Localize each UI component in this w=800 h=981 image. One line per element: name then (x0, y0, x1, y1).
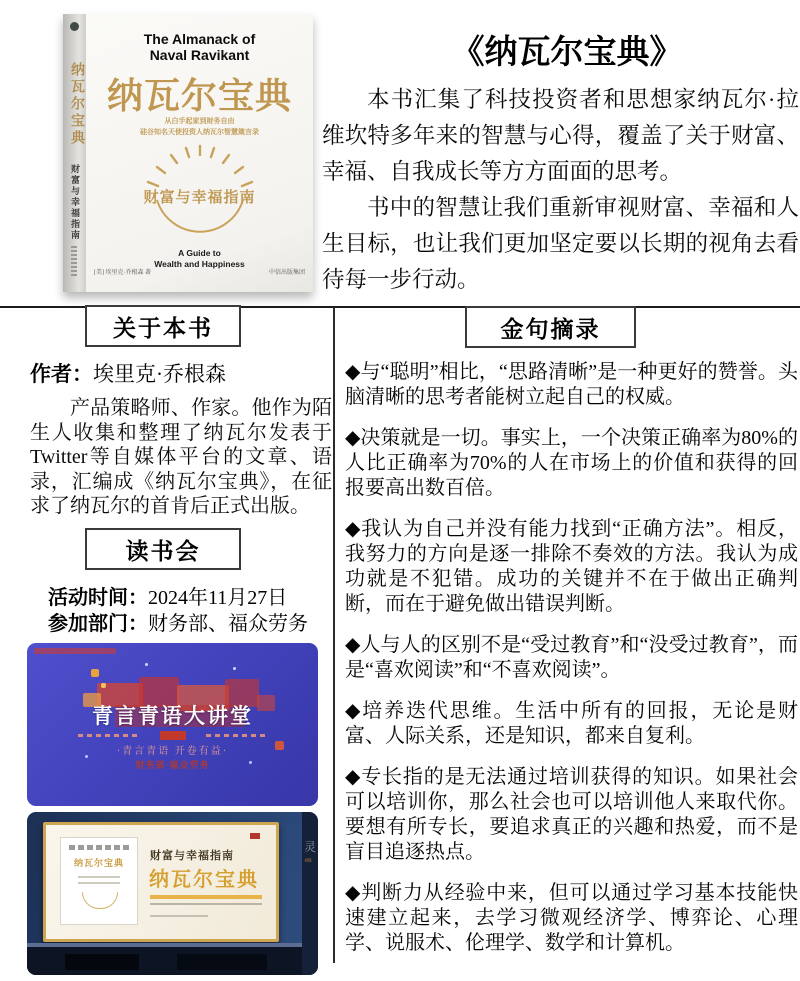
event-time-line (48, 581, 287, 610)
cover-publisher: 中信出版集团 (268, 270, 305, 276)
section-header-club (85, 528, 241, 570)
section-header-about (85, 305, 241, 347)
square-decoration (91, 669, 99, 677)
episode-chip (160, 731, 186, 740)
event-time-value: 2024年11月27日 (148, 587, 288, 609)
screen-divider-bar (150, 895, 262, 899)
quote-item: ◆人与人的区别不是“受过教育”和“没受过教育”，而是“喜欢阅读”和“不喜欢阅读”。 (345, 634, 798, 681)
cover-english-title (86, 32, 313, 63)
sun-rays-icon (130, 142, 270, 242)
dot-decoration (145, 663, 148, 666)
slide-dash-decoration (78, 731, 268, 740)
vertical-divider (333, 307, 335, 963)
author-line (30, 358, 226, 388)
spine-credit-text (71, 246, 77, 276)
cover-subtitle (86, 116, 313, 137)
author-label: 作者： (30, 362, 93, 386)
slide-credit: 财务部·福众劳务 (135, 760, 210, 770)
section-header-club-label: 读书会 (125, 538, 201, 564)
section-header-quotes-label: 金句摘录 (500, 316, 601, 342)
quote-item: ◆判断力从经验中来，但可以通过学习基本技能快速建立起来，去学习微观经济学、博弈论、心理学、说服术、伦理学、数学和计算机。 (345, 882, 798, 954)
cover-english-title-line1: The Almanack of (143, 31, 256, 47)
slide-book-thumbnail (60, 837, 138, 925)
event-photo-projection-screen (27, 812, 318, 975)
screen-slide-tagline: 财富与幸福指南 (150, 850, 234, 862)
intro-paragraphs (322, 82, 799, 298)
cover-subtitle-line1: 从白手起家到财务自由 (164, 117, 235, 125)
table-front (27, 947, 318, 975)
screen-credit-text (150, 915, 208, 917)
screen-slide-title: 纳瓦尔宝典 (149, 869, 259, 891)
event-dept-value: 财务部、福众劳务 (148, 613, 308, 635)
table-panel (177, 954, 267, 970)
quote-item: ◆决策就是一切。事实上，一个决策正确率为80%的人比正确率为70%的人在市场上的价值和获得的回报要高出数百倍。 (345, 427, 798, 499)
quote-item: ◆我认为自己并没有能力找到“正确方法”。相反，我努力的方向是逐一排除不奏效的方法。我认为成功就是不犯错。成功的关键并不在于做出正确判断，而在于避免做出错误判断。 (345, 518, 798, 615)
event-dept-label: 参加部门： (48, 613, 148, 635)
author-bio: 产品策略师、作家。他作为陌生人收集和整理了纳瓦尔发表于Twitter等自媒体平台的文章、语录，汇编成《纳瓦尔宝典》，在征求了纳瓦尔的首肯后正式出版。 (30, 397, 332, 517)
cover-author-credit: [美] 埃里克·乔根森 著 (94, 270, 151, 276)
quote-item: ◆培养迭代思维。生活中所有的回报，无论是财富、人际关系，还是知识，都来自复利。 (345, 700, 798, 747)
cover-english-title-line2: Naval Ravikant (149, 46, 250, 63)
thumbnail-english-text (69, 845, 130, 850)
intro-paragraph-2: 书中的智慧让我们重新审视财富、幸福和人生目标，也让我们更加坚定要以长期的视角去看待每一步行动。 (322, 195, 799, 292)
section-header-about-label: 关于本书 (113, 315, 213, 341)
section-header-quotes (465, 306, 636, 348)
author-value: 埃里克·乔根森 (93, 362, 226, 386)
book-spine (63, 14, 86, 292)
projection-screen (43, 822, 279, 942)
page-title: 《纳瓦尔宝典》 (451, 35, 683, 71)
cover-subtitle-line2: 硅谷知名天使投资人纳瓦尔智慧箴言录 (140, 127, 259, 136)
event-photo-lecture-slide (27, 643, 318, 806)
screen-logo-mark (250, 833, 260, 839)
wall-sign-cn: 灵 (304, 840, 317, 854)
thumbnail-title: 纳瓦尔宝典 (73, 858, 124, 868)
quotes-list (345, 360, 798, 972)
quote-item: ◆专长指的是无法通过培训获得的知识。如果社会可以培训你，那么社会也可以培训他人来取代你。要想有所专长，要追求真正的兴趣和热爱，而不是盲目追逐热点。 (345, 766, 798, 863)
dot-decoration (233, 667, 236, 670)
book-front-cover (86, 14, 313, 292)
event-dept-line (48, 607, 308, 636)
thumbnail-arc-decoration (82, 892, 117, 909)
wall-sign (302, 812, 318, 975)
cover-tagline: 财富与幸福指南 (143, 190, 256, 206)
slide-subtitle: ·青言青语 开卷有益· (116, 746, 229, 757)
slide-title: 青言青语大讲堂 (92, 704, 253, 728)
quote-item: ◆与“聪明”相比，“思路清晰”是一种更好的赞誉。头脑清晰的思考者能树立起自己的权威。 (345, 361, 798, 408)
spine-title: 纳瓦尔宝典 (69, 62, 84, 147)
event-time-label: 活动时间： (48, 587, 148, 609)
cover-chinese-title: 纳瓦尔宝典 (106, 76, 292, 116)
screen-small-text (150, 903, 262, 905)
dash-line (206, 734, 268, 737)
wall-sign-en: en (305, 856, 312, 864)
spine-subtitle: 财富与幸福指南 (70, 164, 80, 241)
cover-english-tagline-line2: Wealth and Happiness (154, 258, 245, 269)
thumbnail-text-line (78, 882, 121, 884)
publisher-mark-icon (70, 22, 79, 31)
table-panel (65, 954, 139, 970)
cover-english-tagline-line1: A Guide to (178, 248, 221, 258)
intro-paragraph-1: 本书汇集了科技投资者和思想家纳瓦尔·拉维坎特多年来的智慧与心得，覆盖了关于财富、幸福、自我成长等方方面面的思考。 (322, 87, 799, 184)
square-decoration (101, 683, 106, 688)
book-cover-image (63, 14, 313, 292)
dash-line (78, 734, 140, 737)
thumbnail-text-line (78, 876, 121, 878)
